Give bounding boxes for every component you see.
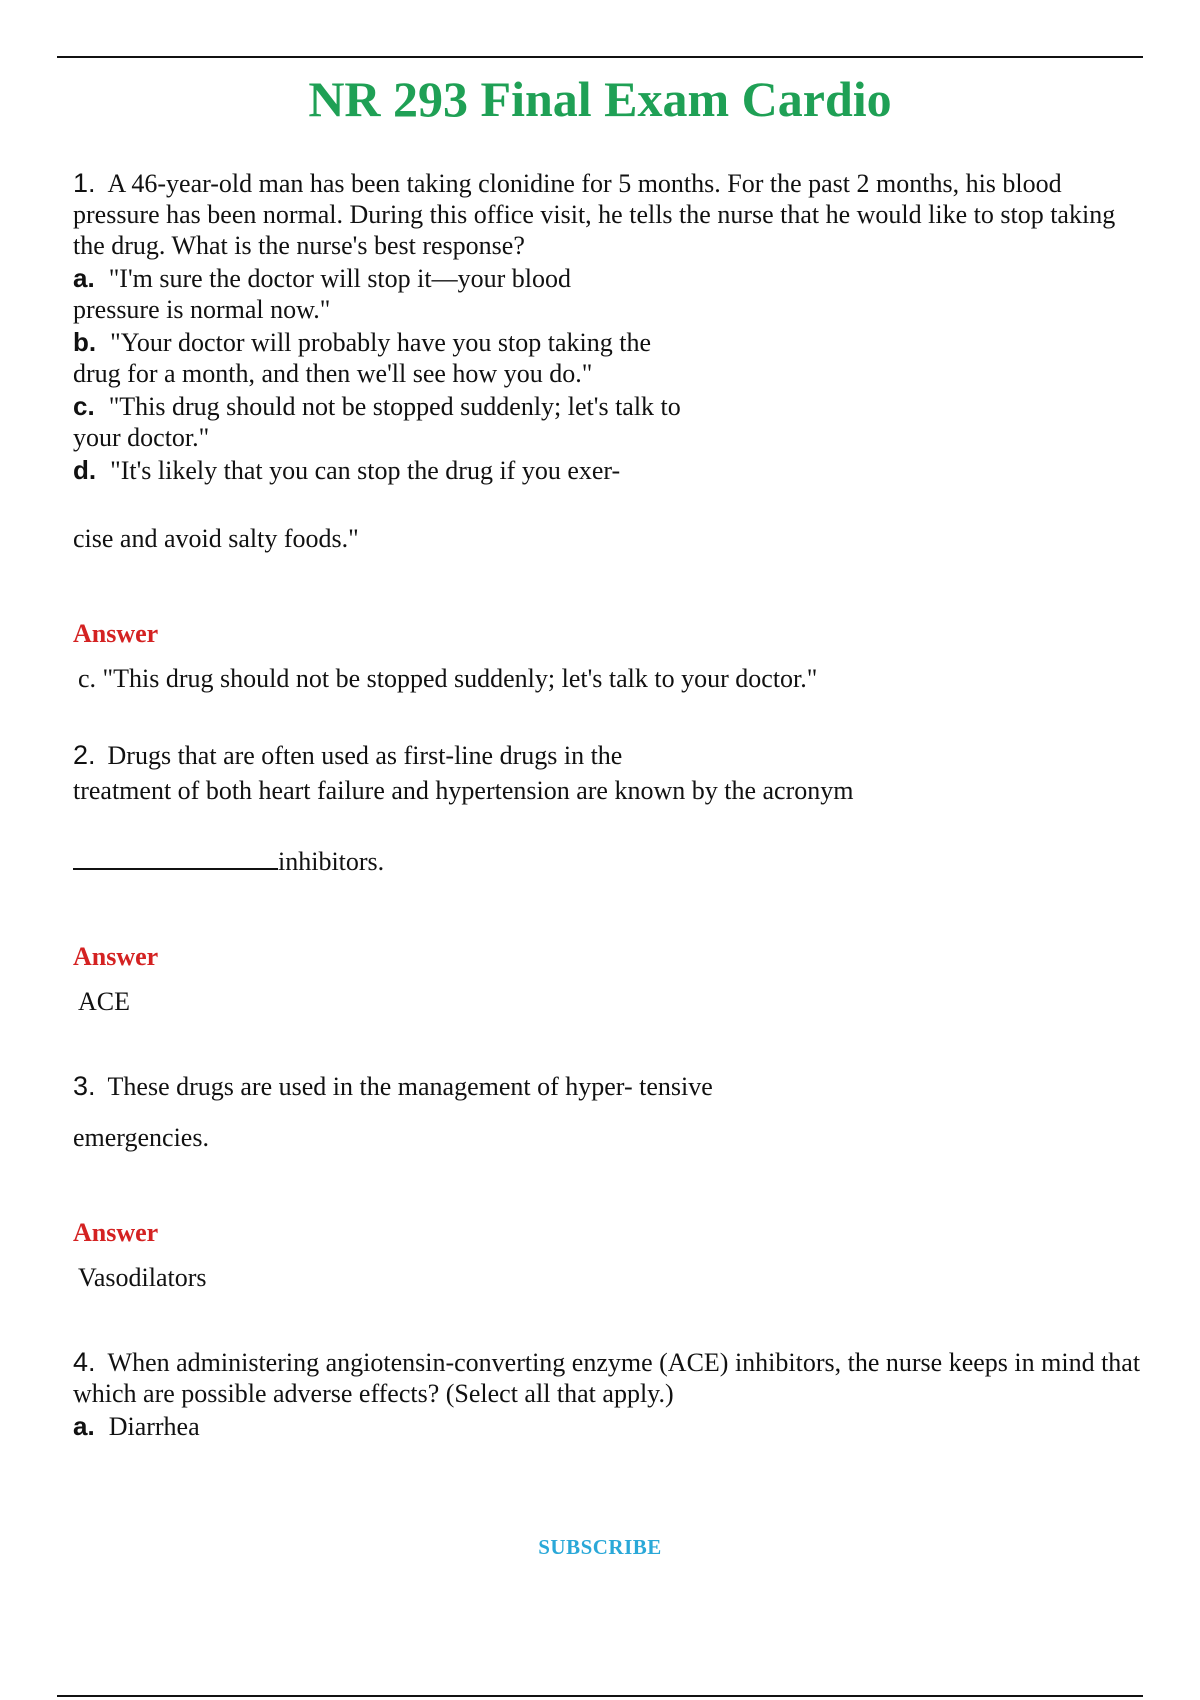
- option-text: "It's likely that you can stop the drug if you exer-: [110, 456, 621, 485]
- question-text: A 46-year-old man has been taking clonidine for 5 months. For the past 2 months, his blood pressure has been normal. During this office visit, he tells the nurse that he would like to stop taking the drug. What is the nurse's best response?: [73, 169, 1116, 260]
- question-3: [73, 1071, 1148, 1293]
- blank-suffix: inhibitors.: [278, 847, 385, 876]
- answer-label: Answer: [73, 1218, 159, 1247]
- option-text: Diarrhea: [108, 1412, 200, 1441]
- option-letter: d.: [73, 455, 97, 485]
- bottom-rule: [57, 1695, 1143, 1697]
- answer-label: Answer: [73, 619, 159, 648]
- subscribe-link[interactable]: SUBSCRIBE: [538, 1535, 662, 1559]
- question-number: 2.: [73, 740, 96, 770]
- question-stem: [73, 740, 1148, 771]
- document-title: NR 293 Final Exam Cardio: [308, 71, 892, 127]
- answer-label: Answer: [73, 942, 159, 971]
- option-letter: a.: [73, 1411, 95, 1441]
- answer-blank[interactable]: [73, 846, 278, 870]
- option-d: [73, 455, 773, 486]
- question-number: 4.: [73, 1347, 96, 1377]
- option-letter: b.: [73, 327, 97, 357]
- question-text: When administering angiotensin-converting enzyme (ACE) inhibitors, the nurse keeps in mind that which are possible adverse effects? (Select all that apply.): [73, 1348, 1141, 1408]
- question-number: 3.: [73, 1071, 96, 1101]
- question-text-cont: treatment of both heart failure and hypertension are known by the acronym: [73, 776, 854, 805]
- question-stem: [73, 1071, 1148, 1102]
- question-number: 1.: [73, 168, 96, 198]
- option-letter: a.: [73, 263, 95, 293]
- question-stem: [73, 168, 1148, 261]
- exam-content: [73, 168, 1148, 1442]
- top-rule: [57, 56, 1143, 58]
- question-text: These drugs are used in the management of hyper- tensive: [107, 1072, 713, 1101]
- option-text-cont: cise and avoid salty foods.": [73, 524, 359, 553]
- option-d-cont: [73, 523, 1148, 554]
- option-text: "Your doctor will probably have you stop taking the: [110, 328, 652, 357]
- answer-text: ACE: [78, 987, 130, 1016]
- answer-text: Vasodilators: [78, 1263, 207, 1292]
- option-letter: c.: [73, 391, 95, 421]
- option-b: [73, 327, 773, 389]
- option-a: [73, 263, 773, 325]
- question-text: Drugs that are often used as first-line drugs in the: [107, 741, 623, 770]
- question-1: [73, 168, 1148, 694]
- option-a: [73, 1411, 1148, 1442]
- question-4: [73, 1347, 1148, 1442]
- option-text: "I'm sure the doctor will stop it—your blood: [108, 264, 571, 293]
- fill-in-line: [73, 846, 1148, 877]
- option-text-cont: drug for a month, and then we'll see how you do.": [73, 359, 593, 388]
- option-text-cont: pressure is normal now.": [73, 295, 331, 324]
- question-stem: [73, 1347, 1148, 1409]
- option-text: "This drug should not be stopped suddenly; let's talk to: [108, 392, 681, 421]
- option-c: [73, 391, 773, 453]
- answer-text: c. "This drug should not be stopped suddenly; let's talk to your doctor.": [78, 664, 818, 693]
- option-text-cont: your doctor.": [73, 423, 210, 452]
- question-2: [73, 740, 1148, 1017]
- question-text-cont: emergencies.: [73, 1123, 209, 1152]
